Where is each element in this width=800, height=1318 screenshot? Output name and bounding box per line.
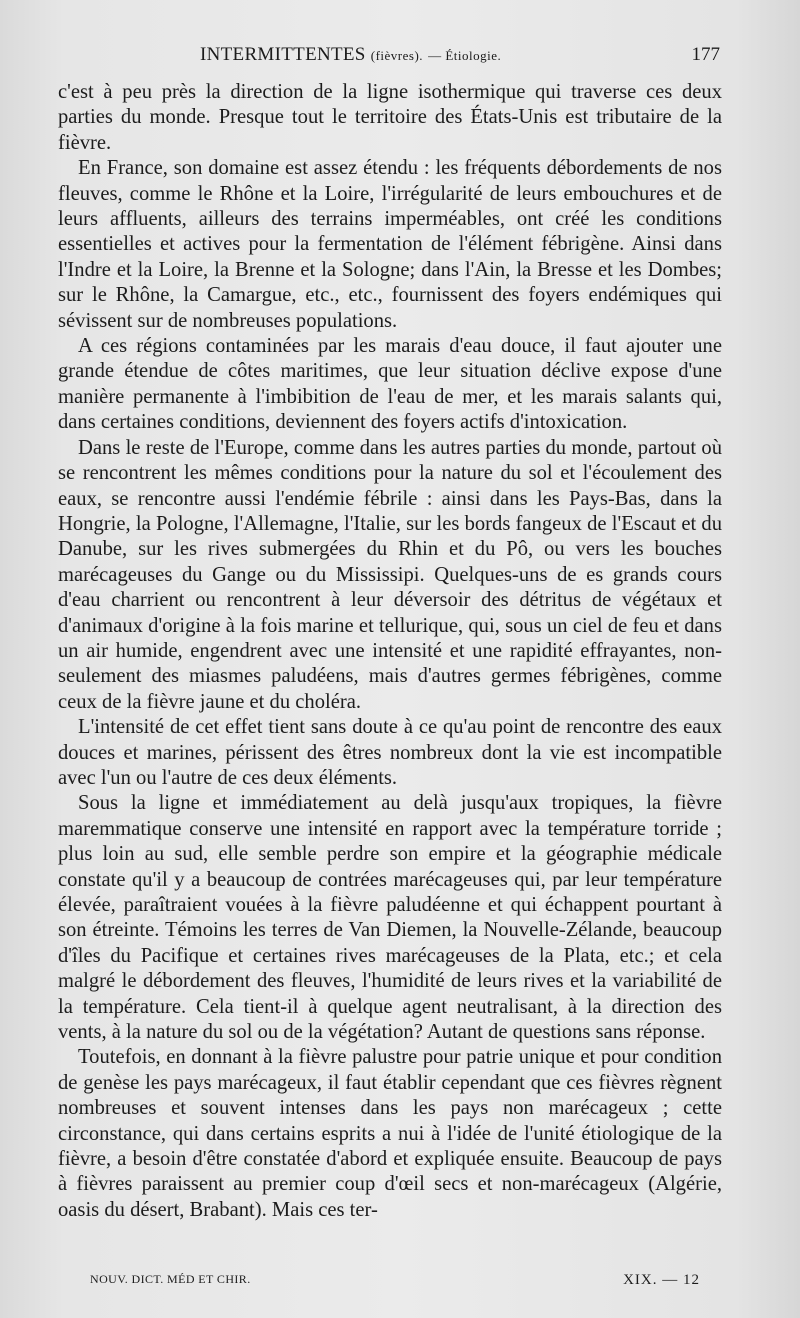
paragraph-6: Sous la ligne et immédiatement au delà jusqu'aux tropiques, la fièvre maremmatique conserve une intensité en rapport avec la température torride ; plus loin au sud, elle semble perdre son empire et la géographie médicale constate qu'il y a beaucoup de contrées marécageuses qui, par leur température élevée, paraîtraient vouées à la fièvre paludéenne et qui échappent pourtant à son étreinte. Témoins les terres de Van Diemen, la Nouvelle-Zélande, beaucoup d'îles du Pacifique et certaines rives marécageuses de la Plata, etc.; et cela malgré le débordement des fleuves, l'humidité de leurs rives et la variabilité de la température. Cela tient-il à quelque agent neutralisant, à la direction des vents, à la nature du sol ou de la végétation? Autant de questions sans réponse. — [58, 792, 722, 1044]
footer-signature: XIX. — 12 — [623, 1272, 700, 1288]
paragraph-3: A ces régions contaminées par les marais d'eau douce, il faut ajouter une grande étendue de côtes maritimes, que leur situation déclive expose d'une manière permanente à l'imbibition de l'eau de mer, et les marais salants qui, dans certaines conditions, deviennent des foyers actifs d'intoxication. — [58, 335, 722, 434]
paragraph-5: L'intensité de cet effet tient sans doute à ce qu'au point de rencontre des eaux douces et marines, périssent des êtres nombreux dont la vie est incompatible avec l'un ou l'autre de ces deux éléments. — [58, 716, 722, 789]
running-head — [200, 44, 501, 66]
paragraph-7: Toutefois, en donnant à la fièvre palustre pour patrie unique et pour condition de genèse les pays marécageux, il faut établir cependant que ces fièvres règnent nombreuses et souvent intenses dans les pays non marécageux ; cette circonstance, qui dans certains esprits a nui à l'idée de l'unité étiologique de la fièvre, a besoin d'être constatée d'abord et expliquée ensuite. Beaucoup de pays à fièvres paraissent au premier coup d'œil secs et non-marécageux (Algérie, oasis du désert, Brabant). Mais ces ter- — [58, 1046, 722, 1221]
running-head-section: — Étiologie. — [428, 48, 502, 63]
running-head-subtitle: (fièvres). — [370, 48, 424, 63]
body-text — [58, 80, 722, 1223]
page-footer — [90, 1272, 700, 1289]
page-number: 177 — [691, 44, 720, 65]
paragraph-2: En France, son domaine est assez étendu : les fréquents débordements de nos fleuves, comme le Rhône et la Loire, l'irrégularité de leurs embouchures et de leurs affluents, ailleurs des terrains imperméables, ont créé les conditions essentielles et actives pour la fermentation de l'élément fébrigène. Ainsi dans l'Indre et la Loire, la Brenne et la Sologne; dans l'Ain, la Bresse et les Dombes; sur le Rhône, la Camargue, etc., etc., fournissent des foyers endémiques qui sévissent sur de nombreuses populations. — [58, 157, 722, 332]
paragraph-4: Dans le reste de l'Europe, comme dans les autres parties du monde, partout où se rencontrent les mêmes conditions pour la nature du sol et l'écoulement des eaux, se rencontre aussi l'endémie fébrile : ainsi dans les Pays-Bas, dans la Hongrie, la Pologne, l'Allemagne, l'Italie, sur les bords fangeux de l'Escaut et du Danube, sur les rives submergées du Rhin et du Pô, ou vers les bouches marécageuses du Gange ou du Mississipi. Quelques-uns de es grands cours d'eau charrient ou rencontrent à leur déversoir des détritus de végétaux et d'animaux d'origine à la fois marine et tellurique, qui, sous un ciel de feu et dans un air humide, engendrent avec une intensité et une rapidité effrayantes, non-seulement des miasmes paludéens, mais d'autres germes fébrigènes, comme ceux de la fièvre jaune et du choléra. — [58, 436, 722, 713]
page-header — [60, 44, 720, 74]
paragraph-1: c'est à peu près la direction de la ligne isothermique qui traverse ces deux parties du monde. Presque tout le territoire des États-Unis est tributaire de la fièvre. — [58, 81, 722, 154]
running-head-title: INTERMITTENTES — [200, 44, 366, 65]
footer-source: NOUV. DICT. MÉD ET CHIR. — [90, 1272, 251, 1286]
